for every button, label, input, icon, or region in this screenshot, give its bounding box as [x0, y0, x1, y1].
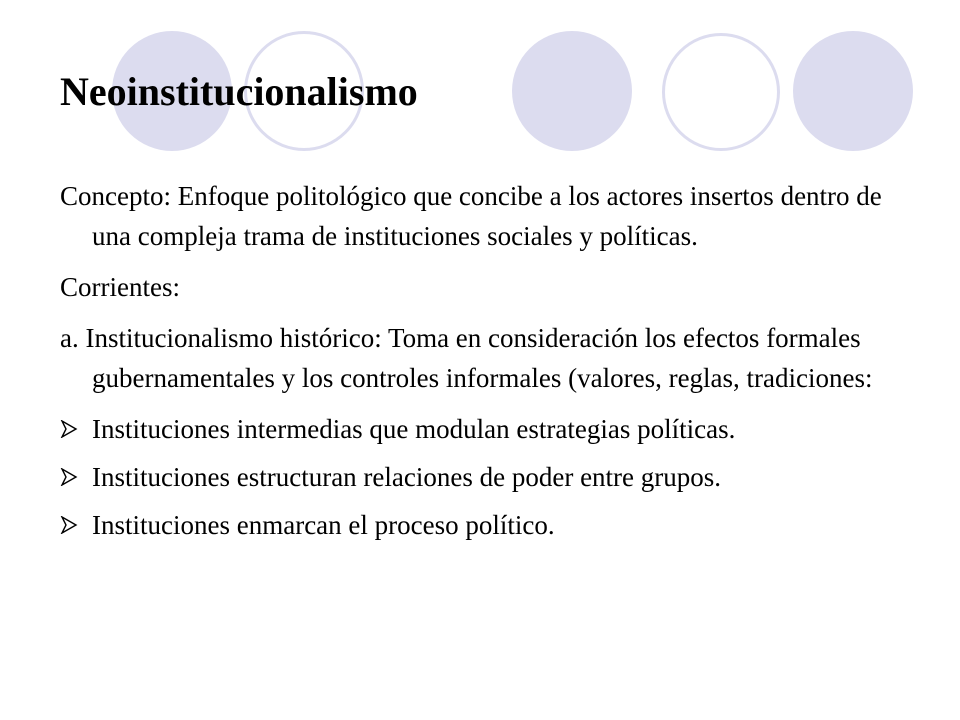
decor-circle-3	[512, 31, 632, 151]
slide-title: Neoinstitucionalismo	[60, 69, 418, 114]
arrow-bullet-icon	[60, 457, 92, 497]
slide-body	[60, 176, 910, 553]
decor-circle-5	[793, 31, 913, 151]
bullet-item	[60, 505, 910, 545]
paragraph-institucionalismo-historico: a. Institucionalismo histórico: Toma en consideración los efectos formales gubernamentales y los controles informales (valores, reglas, tradiciones:	[60, 323, 873, 393]
decor-circle-4	[662, 33, 780, 151]
paragraph-corrientes: Corrientes:	[60, 272, 180, 302]
arrow-bullet-icon	[60, 409, 92, 449]
arrow-bullet-icon	[60, 505, 92, 545]
paragraph-concepto: Concepto: Enfoque politológico que concibe a los actores insertos dentro de una compleja trama de instituciones sociales y políticas.	[60, 181, 882, 251]
bullet-text: Instituciones intermedias que modulan estrategias políticas.	[92, 414, 736, 444]
bullet-item	[60, 409, 910, 449]
bullet-text: Instituciones enmarcan el proceso político.	[92, 510, 555, 540]
bullet-item	[60, 457, 910, 497]
bullet-text: Instituciones estructuran relaciones de poder entre grupos.	[92, 462, 722, 492]
